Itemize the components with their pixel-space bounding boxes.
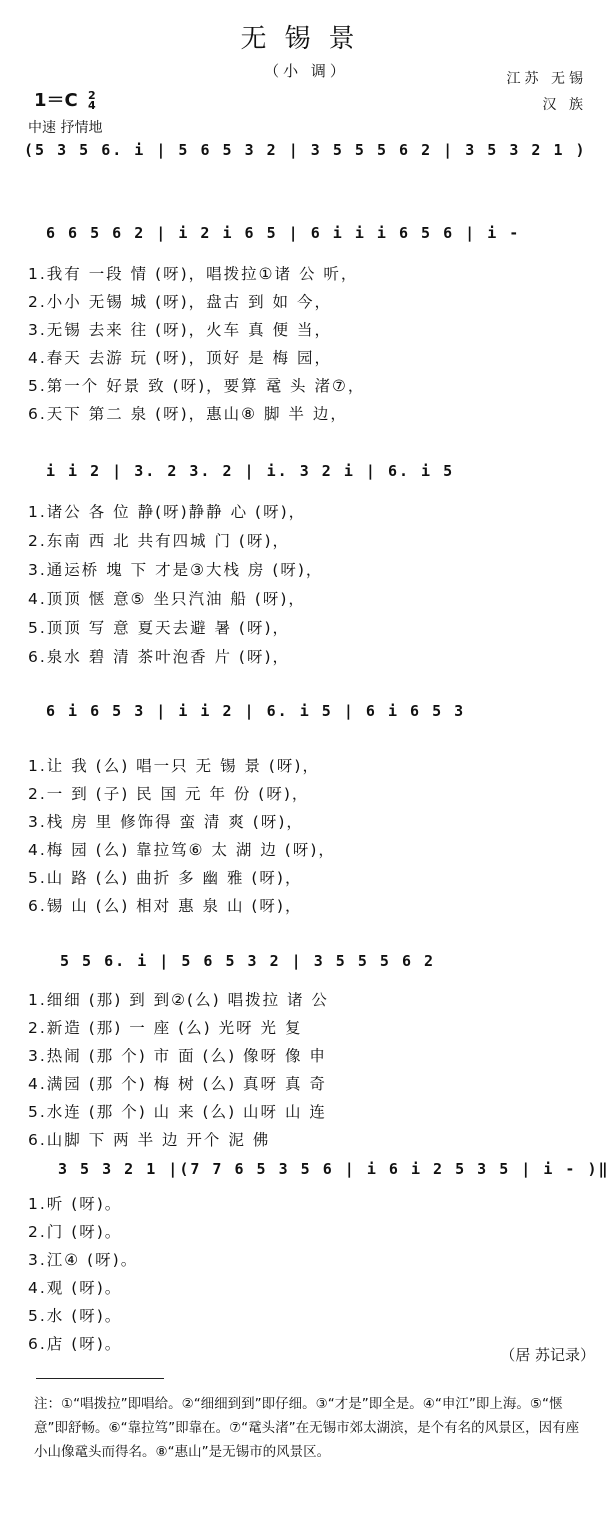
system-3-lyric-3: 3.栈 房 里 修饰得 蛮 清 爽 (呀)， [28, 813, 304, 831]
system-2-notes: i i 2 | 3. 2 3. 2 | i. 3 2 i | 6. i 5 [46, 462, 455, 480]
system-1-notes: 6 6 5 6 2 | i 2 i 6 5 | 6 i i i 6 5 6 | i - [46, 224, 521, 242]
footnote-divider [36, 1378, 164, 1379]
system-4-lyric-5: 5.水连 (那 个) 山 来 (么) 山呀 山 连 [28, 1103, 327, 1121]
system-5-lyric-2: 2.门 (呀)。 [28, 1223, 123, 1241]
system-1-lyric-4: 4.春天 去游 玩 (呀)，顶好 是 梅 园， [28, 349, 332, 367]
system-3-lyric-1: 1.让 我 (么) 唱一只 无 锡 景 (呀)， [28, 757, 320, 775]
system-2-lyric-6: 6.泉水 碧 清 茶叶泡香 片 (呀)， [28, 648, 291, 666]
system-1-lyric-6: 6.天下 第二 泉 (呀)，惠山⑧ 脚 半 边， [28, 405, 348, 423]
footnotes: 注：①“唱拨拉”即唱给。②“细细到到”即仔细。③“才是”即全是。④“申江”即上海。⑤“惬意”即舒畅。⑥“靠拉笃”即靠在。⑦“鼋头渚”在无锡市郊太湖滨，是个有名的风景区，因有座小山像鼋头而得名。⑧“惠山”是无锡市的风景区。 [34, 1396, 580, 1460]
time-sig-top: 2 [88, 89, 96, 102]
system-2-lyric-2: 2.东南 西 北 共有四城 门 (呀)， [28, 532, 291, 550]
system-3-lyric-2: 2.一 到 (子) 民 国 元 年 份 (呀)， [28, 785, 310, 803]
time-signature [88, 91, 96, 111]
intro-notes: (5 3 5 6. i | 5 6 5 3 2 | 3 5 5 5 6 2 | 3 5 3 2 1 ) [24, 141, 587, 159]
system-2-lyric-1: 1.诸公 各 位 静(呀)静静 心 (呀)， [28, 503, 307, 521]
system-4-lyric-6: 6.山脚 下 两 半 边 开个 泥 佛 [28, 1131, 271, 1149]
system-1-lyric-3: 3.无锡 去来 往 (呀)，火车 真 便 当， [28, 321, 332, 339]
transcriber-credit: （居 苏记录） [500, 1346, 595, 1364]
system-4-lyric-4: 4.满园 (那 个) 梅 树 (么) 真呀 真 奇 [28, 1075, 327, 1093]
system-3-lyric-5: 5.山 路 (么) 曲折 多 幽 雅 (呀)， [28, 869, 303, 887]
system-1-lyric-5: 5.第一个 好景 致 (呀)，要算 鼋 头 渚⑦， [28, 377, 366, 395]
system-5-lyric-5: 5.水 (呀)。 [28, 1307, 123, 1325]
system-3-lyric-4: 4.梅 园 (么) 靠拉笃⑥ 太 湖 边 (呀)， [28, 841, 336, 859]
system-2-lyric-5: 5.顶顶 写 意 夏天去避 暑 (呀)， [28, 619, 291, 637]
region-line-1: 江苏 无锡 [506, 71, 587, 87]
system-5-lyric-6: 6.店 (呀)。 [28, 1335, 123, 1353]
system-4-lyric-3: 3.热闹 (那 个) 市 面 (么) 像呀 像 申 [28, 1047, 327, 1065]
system-2-lyric-3: 3.通运桥 塊 下 才是③大栈 房 (呀)， [28, 561, 324, 579]
system-2-lyric-4: 4.顶顶 惬 意⑤ 坐只汽油 船 (呀)， [28, 590, 306, 608]
system-3-notes: 6 i 6 5 3 | i i 2 | 6. i 5 | 6 i 6 5 3 [46, 702, 466, 720]
system-5-notes: 3 5 3 2 1 |(7 7 6 5 3 5 6 | i 6 i 2 5 3 5 | i - )‖ [58, 1160, 610, 1178]
key-label: 1＝C [34, 90, 78, 111]
song-subtitle: （小 调） [264, 62, 349, 80]
system-4-lyric-2: 2.新造 (那) 一 座 (么) 光呀 光 复 [28, 1019, 303, 1037]
system-1-lyric-2: 2.小小 无锡 城 (呀)，盘古 到 如 今， [28, 293, 332, 311]
key-signature [34, 86, 96, 112]
system-5-lyric-4: 4.观 (呀)。 [28, 1279, 123, 1297]
time-sig-bottom: 4 [88, 99, 96, 112]
system-4-notes: 5 5 6. i | 5 6 5 3 2 | 3 5 5 5 6 2 [60, 952, 436, 970]
tempo-marking: 中速 抒情地 [28, 120, 103, 136]
system-3-lyric-6: 6.锡 山 (么) 相对 惠 泉 山 (呀)， [28, 897, 303, 915]
system-1-lyric-1: 1.我有 一段 情 (呀)，唱拨拉①诸 公 听， [28, 265, 359, 283]
song-title: 无锡景 [240, 24, 373, 54]
region-line-2: 汉 族 [542, 97, 587, 113]
system-5-lyric-1: 1.听 (呀)。 [28, 1195, 123, 1213]
system-5-lyric-3: 3.江④ (呀)。 [28, 1251, 139, 1269]
system-4-lyric-1: 1.细细 (那) 到 到②(么) 唱拨拉 诸 公 [28, 991, 329, 1009]
